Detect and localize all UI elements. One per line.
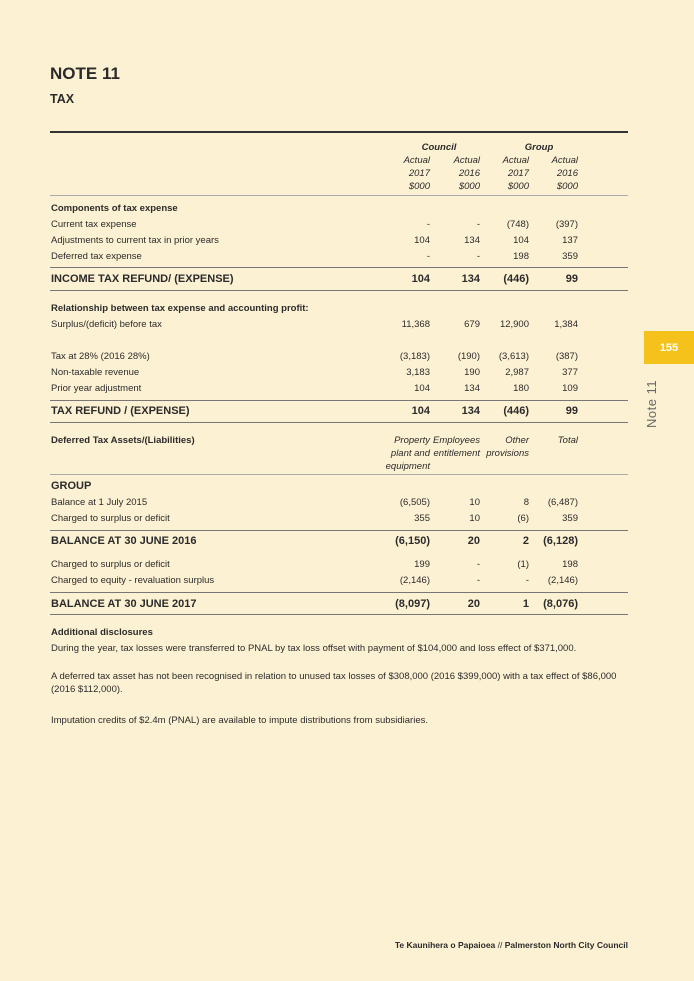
row-label: Charged to surplus or deficit — [51, 513, 170, 524]
cell: 198 — [513, 251, 529, 262]
cell: (8,076) — [543, 598, 578, 610]
cell: 109 — [562, 383, 578, 394]
cell: 11,368 — [401, 319, 430, 330]
page-number-tab: 155 — [644, 331, 694, 364]
row-label: Tax at 28% (2016 28%) — [51, 351, 150, 362]
col1-h2: 2017 — [408, 168, 430, 179]
cell: (446) — [503, 405, 529, 417]
cell: 99 — [565, 273, 578, 285]
footer — [300, 940, 628, 950]
col4-h2: 2016 — [556, 168, 578, 179]
col3-h2: 2017 — [507, 168, 529, 179]
cell: 3,183 — [406, 367, 430, 378]
col1-h3: $000 — [408, 181, 430, 192]
cell: (748) — [506, 219, 529, 230]
deferred-col4-h1: Total — [557, 435, 578, 446]
cell: (6,487) — [547, 497, 578, 508]
cell: 134 — [464, 383, 480, 394]
deferred-col2-h2: entitlement — [433, 448, 480, 459]
council-header: Council — [421, 142, 457, 153]
cell: - — [476, 251, 480, 262]
cell: 180 — [513, 383, 529, 394]
cell: (3,613) — [498, 351, 529, 362]
cell: 104 — [411, 273, 430, 285]
deferred-heading: Deferred Tax Assets/(Liabilities) — [51, 435, 195, 446]
cell: 104 — [414, 235, 430, 246]
deferred-col1-h2: plant and — [390, 448, 430, 459]
disclosure-paragraph-2a: A deferred tax asset has not been recognised in relation to unused tax losses of $308,000 (2016 $399,000) with a tax effect of $86,000 — [51, 671, 617, 682]
tax-refund-total-label: TAX REFUND / (EXPENSE) — [51, 405, 190, 417]
footer-maori: Te Kaunihera o Papaioea — [394, 940, 496, 950]
row-label: Deferred tax expense — [51, 251, 142, 262]
cell: (6) — [517, 513, 529, 524]
cell: 1,384 — [554, 319, 578, 330]
cell: 679 — [464, 319, 480, 330]
disclosure-paragraph-2b: (2016 $112,000). — [51, 684, 123, 695]
row-label: Non-taxable revenue — [51, 367, 140, 378]
deferred-col3-h2: provisions — [486, 448, 529, 459]
cell: (6,128) — [543, 535, 578, 547]
cell: (2,146) — [399, 575, 430, 586]
row-label: Current tax expense — [51, 219, 137, 230]
cell: (397) — [555, 219, 578, 230]
header-rule — [50, 195, 628, 196]
row-label: Surplus/(deficit) before tax — [51, 319, 162, 330]
footer-english: Palmerston North City Council — [504, 940, 628, 950]
deferred-header-rule — [50, 474, 628, 475]
balance-2017-label: BALANCE AT 30 JUNE 2017 — [51, 598, 197, 610]
disclosure-paragraph-1: During the year, tax losses were transferred to PNAL by tax loss offset with payment of $104,000 and loss effect of $371,000. — [51, 643, 577, 654]
deferred-col1-h3: equipment — [385, 461, 430, 472]
side-note-label: Note 11 — [644, 379, 659, 428]
row-label: Balance at 1 July 2015 — [51, 497, 148, 508]
cell: (2,146) — [547, 575, 578, 586]
cell: 20 — [467, 598, 480, 610]
cell: 199 — [414, 559, 430, 570]
cell: 137 — [562, 235, 578, 246]
footer-separator: // — [495, 940, 505, 950]
col3-h1: Actual — [502, 155, 529, 166]
col3-h3: $000 — [507, 181, 529, 192]
cell: 190 — [464, 367, 480, 378]
cell: 134 — [464, 235, 480, 246]
group-header: Group — [524, 142, 554, 153]
relationship-heading: Relationship between tax expense and accounting profit: — [51, 303, 309, 314]
total-rule — [50, 614, 628, 615]
cell: 134 — [461, 405, 480, 417]
row-label: Charged to surplus or deficit — [51, 559, 170, 570]
total-rule — [50, 422, 628, 423]
cell: (6,150) — [395, 535, 430, 547]
cell: (387) — [555, 351, 578, 362]
balance-2016-label: BALANCE AT 30 JUNE 2016 — [51, 535, 197, 547]
cell: 104 — [414, 383, 430, 394]
additional-heading: Additional disclosures — [51, 627, 153, 638]
cell: (8,097) — [395, 598, 430, 610]
cell: (1) — [517, 559, 529, 570]
cell: 359 — [562, 251, 578, 262]
total-rule — [50, 290, 628, 291]
col4-h1: Actual — [551, 155, 578, 166]
row-label: Prior year adjustment — [51, 383, 142, 394]
page-title: NOTE 11 — [50, 64, 120, 83]
income-tax-total-label: INCOME TAX REFUND/ (EXPENSE) — [51, 273, 234, 285]
cell: (3,183) — [399, 351, 430, 362]
col2-h1: Actual — [453, 155, 480, 166]
cell: 134 — [461, 273, 480, 285]
cell: 12,900 — [499, 319, 529, 330]
col1-h1: Actual — [403, 155, 430, 166]
total-rule — [50, 530, 628, 531]
cell: 8 — [523, 497, 529, 508]
cell: - — [476, 559, 480, 570]
top-rule — [50, 131, 628, 133]
cell: - — [525, 575, 529, 586]
cell: - — [426, 251, 430, 262]
cell: 10 — [469, 497, 480, 508]
cell: 355 — [414, 513, 430, 524]
cell: - — [476, 575, 480, 586]
cell: 2,987 — [505, 367, 529, 378]
deferred-col2-h1: Employees — [433, 435, 480, 446]
cell: 10 — [469, 513, 480, 524]
cell: 2 — [522, 535, 529, 547]
cell: (446) — [503, 273, 529, 285]
cell: (190) — [457, 351, 480, 362]
cell: 377 — [562, 367, 578, 378]
cell: 20 — [467, 535, 480, 547]
cell: 359 — [562, 513, 578, 524]
col4-h3: $000 — [556, 181, 578, 192]
group-label: GROUP — [51, 480, 92, 492]
cell: 1 — [522, 598, 529, 610]
deferred-col1-h1: Property — [394, 435, 430, 446]
total-rule — [50, 592, 628, 593]
disclosure-paragraph-3: Imputation credits of $2.4m (PNAL) are available to impute distributions from subsidiaries. — [51, 715, 429, 726]
cell: 104 — [513, 235, 529, 246]
cell: 198 — [562, 559, 578, 570]
cell: - — [476, 219, 480, 230]
cell: (6,505) — [399, 497, 430, 508]
page-subtitle: TAX — [50, 92, 75, 106]
deferred-col3-h1: Other — [505, 435, 529, 446]
total-rule — [50, 400, 628, 401]
row-label: Adjustments to current tax in prior years — [51, 235, 219, 246]
components-heading: Components of tax expense — [51, 203, 178, 214]
cell: 104 — [411, 405, 430, 417]
cell: 99 — [565, 405, 578, 417]
col2-h2: 2016 — [458, 168, 480, 179]
row-label: Charged to equity - revaluation surplus — [51, 575, 215, 586]
cell: - — [426, 219, 430, 230]
total-rule — [50, 267, 628, 268]
col2-h3: $000 — [458, 181, 480, 192]
